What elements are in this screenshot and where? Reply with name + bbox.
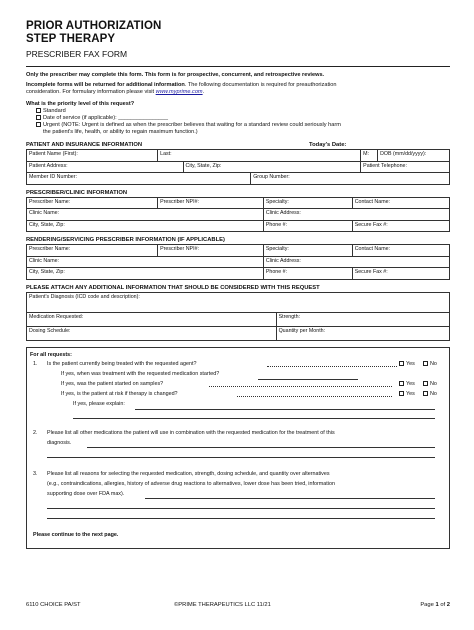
urgent-label-line1: Urgent (NOTE: Urgent is defined as when the prescriber believes that waiting for a standard review could seriously harm <box>43 122 341 128</box>
q1c-yes-label: Yes <box>406 390 415 397</box>
patient-dob-field[interactable] <box>378 150 450 162</box>
urgent-label-line2: the patient's life, health, or ability to regain maximum function.) <box>43 129 198 135</box>
prescriber-specialty-field[interactable] <box>263 197 352 209</box>
q1d-answer-line-2[interactable] <box>73 418 435 419</box>
q1-yes-checkbox[interactable] <box>399 361 404 366</box>
patient-address-label: Patient Address: <box>29 162 68 169</box>
q1-no-checkbox[interactable] <box>423 361 428 366</box>
priority-urgent <box>26 122 450 129</box>
rendering-city-label: City, State, Zip: <box>29 269 65 275</box>
patient-city-label: City, State, Zip: <box>185 162 222 169</box>
question-1 <box>33 361 445 368</box>
rendering-city-field[interactable] <box>27 268 264 280</box>
group-number-field[interactable] <box>251 173 450 184</box>
member-id-label: Member ID Number: <box>29 174 77 180</box>
patient-section-title <box>26 142 450 149</box>
additional-section-title: PLEASE ATTACH ANY ADDITIONAL INFORMATION THAT SHOULD BE CONSIDERED WITH THIS REQUEST <box>26 284 320 291</box>
q1a-text: If yes, when was treatment with the requested medication started? <box>61 370 220 377</box>
rendering-clinic-address-label: Clinic Address: <box>265 257 301 264</box>
title-line1: PRIOR AUTHORIZATION <box>26 20 162 32</box>
patient-mi-field[interactable] <box>361 150 378 162</box>
standard-checkbox[interactable] <box>36 108 41 113</box>
q1d-answer-line-1[interactable] <box>135 409 435 410</box>
q1-no <box>423 361 437 368</box>
q1d-text: If yes, please explain: <box>73 400 125 407</box>
standard-label: Standard <box>43 108 66 114</box>
diagnosis-field[interactable] <box>27 292 450 312</box>
rendering-fax-field[interactable] <box>352 268 449 280</box>
clinic-phone-label: Phone #: <box>265 221 288 228</box>
prescriber-name-label: Prescriber Name: <box>29 198 71 205</box>
q1c-yes-checkbox[interactable] <box>399 391 404 396</box>
rendering-fax-label: Secure Fax #: <box>354 269 388 275</box>
priority-date <box>26 115 450 122</box>
clinic-name-label: Clinic Name: <box>29 210 60 216</box>
q1b-text: If yes, was the patient started on samples? <box>61 380 164 387</box>
patient-city-field[interactable] <box>183 162 361 173</box>
q1b-leader <box>209 386 392 387</box>
rendering-clinic-address-field[interactable] <box>263 256 449 268</box>
question-1c <box>61 391 445 398</box>
rendering-contact-label: Contact Name: <box>354 246 391 252</box>
rendering-contact-field[interactable] <box>352 245 449 257</box>
requests-box <box>26 347 450 549</box>
only-prescriber-note: Only the prescriber may complete this form. This form is for prospective, concurrent, and retrospective reviews. <box>26 72 325 78</box>
quantity-label: Quantity per Month: <box>278 327 326 334</box>
todays-date-label: Today's Date: <box>309 142 347 148</box>
rendering-section-title: RENDERING/SERVICING PRESCRIBER INFORMATION (IF APPLICABLE) <box>26 237 225 243</box>
q1a-answer-line[interactable] <box>258 379 358 380</box>
footer-page-number <box>420 602 450 608</box>
strength-field[interactable] <box>276 312 449 326</box>
clinic-name-field[interactable] <box>27 209 264 221</box>
patient-member-table <box>26 173 450 185</box>
q3-line2: (e.g., contraindications, allergies, history of adverse drug reactions to alternatives, lower dose has been tried, information <box>47 480 335 487</box>
requests-heading: For all requests: <box>30 351 72 358</box>
patient-mi-label: M: <box>363 151 370 157</box>
diagnosis-label: Patient's Diagnosis (ICD code and description): <box>29 293 140 300</box>
q1c-leader <box>237 396 392 397</box>
clinic-phone-field[interactable] <box>263 220 352 232</box>
prescriber-npi-label: Prescriber NPI#: <box>160 198 199 205</box>
q1-yes <box>399 361 415 368</box>
page-total: 2 <box>446 602 450 608</box>
q1b-no <box>423 381 437 388</box>
prescriber-contact-field[interactable] <box>352 197 449 209</box>
q3-line3: supporting dose over FDA max). <box>47 490 125 497</box>
subtitle: PRESCRIBER FAX FORM <box>26 49 128 59</box>
consideration-text: consideration. For formulary information please visit <box>26 89 155 95</box>
date-of-service-checkbox[interactable] <box>36 115 41 120</box>
q1b-no-label: No <box>430 380 437 387</box>
rendering-specialty-label: Specialty: <box>265 246 289 252</box>
page-prefix: Page <box>420 602 436 608</box>
q2-line1: Please list all other medications the patient will use in combination with the requested medication for the treatment of this <box>47 429 335 436</box>
question-3 <box>33 471 445 478</box>
page-of: of <box>438 602 447 608</box>
clinic-address-label: Clinic Address: <box>265 210 301 216</box>
prescriber-name-field[interactable] <box>27 197 158 209</box>
formulary-note <box>26 89 450 96</box>
title-line2: STEP THERAPY <box>26 33 116 45</box>
page-current: 1 <box>435 602 439 608</box>
q1c-no-label: No <box>430 390 437 397</box>
patient-last-name-label: Last: <box>160 151 172 157</box>
clinic-city-label: City, State, Zip: <box>29 221 65 228</box>
q3-answer-line-2[interactable] <box>47 508 435 509</box>
incomplete-bold: Incomplete forms will be returned for additional information <box>26 82 185 88</box>
incomplete-rest: . The following documentation is required for preauthorization <box>184 82 337 88</box>
rendering-phone-field[interactable] <box>263 268 352 280</box>
form-page <box>26 20 450 549</box>
member-id-field[interactable] <box>27 173 251 184</box>
patient-phone-label: Patient Telephone: <box>363 162 407 169</box>
priority-standard <box>26 108 450 115</box>
continue-note: Please continue to the next page. <box>33 531 119 538</box>
patient-first-name-field[interactable] <box>27 150 158 162</box>
q1-yes-label: Yes <box>406 360 415 367</box>
myprime-link[interactable]: www.myprime.com <box>155 89 203 95</box>
clinic-address-field[interactable] <box>263 209 449 221</box>
q1-leader <box>267 366 397 367</box>
rendering-name-field[interactable] <box>27 245 158 257</box>
q2-answer-line-1[interactable] <box>87 447 435 448</box>
q1b-yes <box>399 381 415 388</box>
patient-last-name-field[interactable] <box>158 150 361 162</box>
dosing-schedule-label: Dosing Schedule: <box>29 327 71 334</box>
patient-section-label: PATIENT AND INSURANCE INFORMATION <box>26 142 143 148</box>
q1c-yes <box>399 391 415 398</box>
medication-requested-label: Medication Requested: <box>29 313 84 320</box>
rendering-name-label: Prescriber Name: <box>29 246 71 252</box>
patient-dob-label: DOB (mm/dd/yyyy): <box>380 151 427 157</box>
footer-copyright: ©PRIME THERAPEUTICS LLC 11/21 <box>174 602 271 608</box>
url-end: . <box>202 89 205 95</box>
clinic-fax-field[interactable] <box>352 220 449 232</box>
header-divider <box>26 66 450 67</box>
prescriber-specialty-label: Specialty: <box>265 198 289 205</box>
rendering-npi-label: Prescriber NPI#: <box>160 246 199 252</box>
q1c-no-checkbox[interactable] <box>423 391 428 396</box>
priority-question: What is the priority level of this request? <box>26 101 135 107</box>
strength-label: Strength: <box>278 313 301 320</box>
q1c-text: If yes, is the patient at risk if therapy is changed? <box>61 390 178 397</box>
patient-address-table <box>26 162 450 174</box>
question-2 <box>33 430 445 437</box>
rendering-clinic-name-field[interactable] <box>27 256 264 268</box>
prescriber-section-title: PRESCRIBER/CLINIC INFORMATION <box>26 189 128 196</box>
prescriber-table <box>26 197 450 233</box>
q1c-no <box>423 391 437 398</box>
date-of-service-label: Date of service (if applicable): ________________ <box>43 115 169 121</box>
prescriber-contact-label: Contact Name: <box>354 198 391 205</box>
patient-phone-field[interactable] <box>361 162 450 173</box>
patient-table <box>26 149 450 162</box>
prescriber-npi-field[interactable] <box>158 197 264 209</box>
patient-address-field[interactable] <box>27 162 184 173</box>
question-1b <box>61 381 445 388</box>
rendering-npi-field[interactable] <box>158 245 264 257</box>
q3-line1: Please list all reasons for selecting the requested medication, strength, dosing schedule, and quantity over alternatives <box>47 470 330 477</box>
group-number-label: Group Number: <box>253 174 290 180</box>
q3-answer-line-1[interactable] <box>145 498 435 499</box>
clinic-city-field[interactable] <box>27 220 264 232</box>
q1-number: 1. <box>33 360 38 367</box>
q2-answer-line-2[interactable] <box>47 457 435 458</box>
dosing-schedule-field[interactable] <box>27 326 277 340</box>
rendering-table <box>26 244 450 280</box>
q3-number: 3. <box>33 470 38 477</box>
q1b-no-checkbox[interactable] <box>423 381 428 386</box>
q1b-yes-checkbox[interactable] <box>399 381 404 386</box>
incomplete-note <box>26 82 450 89</box>
rendering-clinic-name-label: Clinic Name: <box>29 257 60 264</box>
q1-no-label: No <box>430 360 437 367</box>
urgent-checkbox[interactable] <box>36 122 41 127</box>
medication-table <box>26 292 450 341</box>
q1b-yes-label: Yes <box>406 380 415 387</box>
medication-requested-field[interactable] <box>27 312 277 326</box>
clinic-fax-label: Secure Fax #: <box>354 221 388 228</box>
quantity-field[interactable] <box>276 326 449 340</box>
footer-form-code: 6110 CHOICE PA/ST <box>26 602 81 608</box>
rendering-specialty-field[interactable] <box>263 245 352 257</box>
q1-text: Is the patient currently being treated with the requested agent? <box>47 360 197 367</box>
q2-line2: diagnosis. <box>47 439 72 446</box>
rendering-phone-label: Phone #: <box>265 269 288 275</box>
patient-first-name-label: Patient Name (First): <box>29 151 78 157</box>
q3-answer-line-3[interactable] <box>47 518 435 519</box>
q2-number: 2. <box>33 429 38 436</box>
